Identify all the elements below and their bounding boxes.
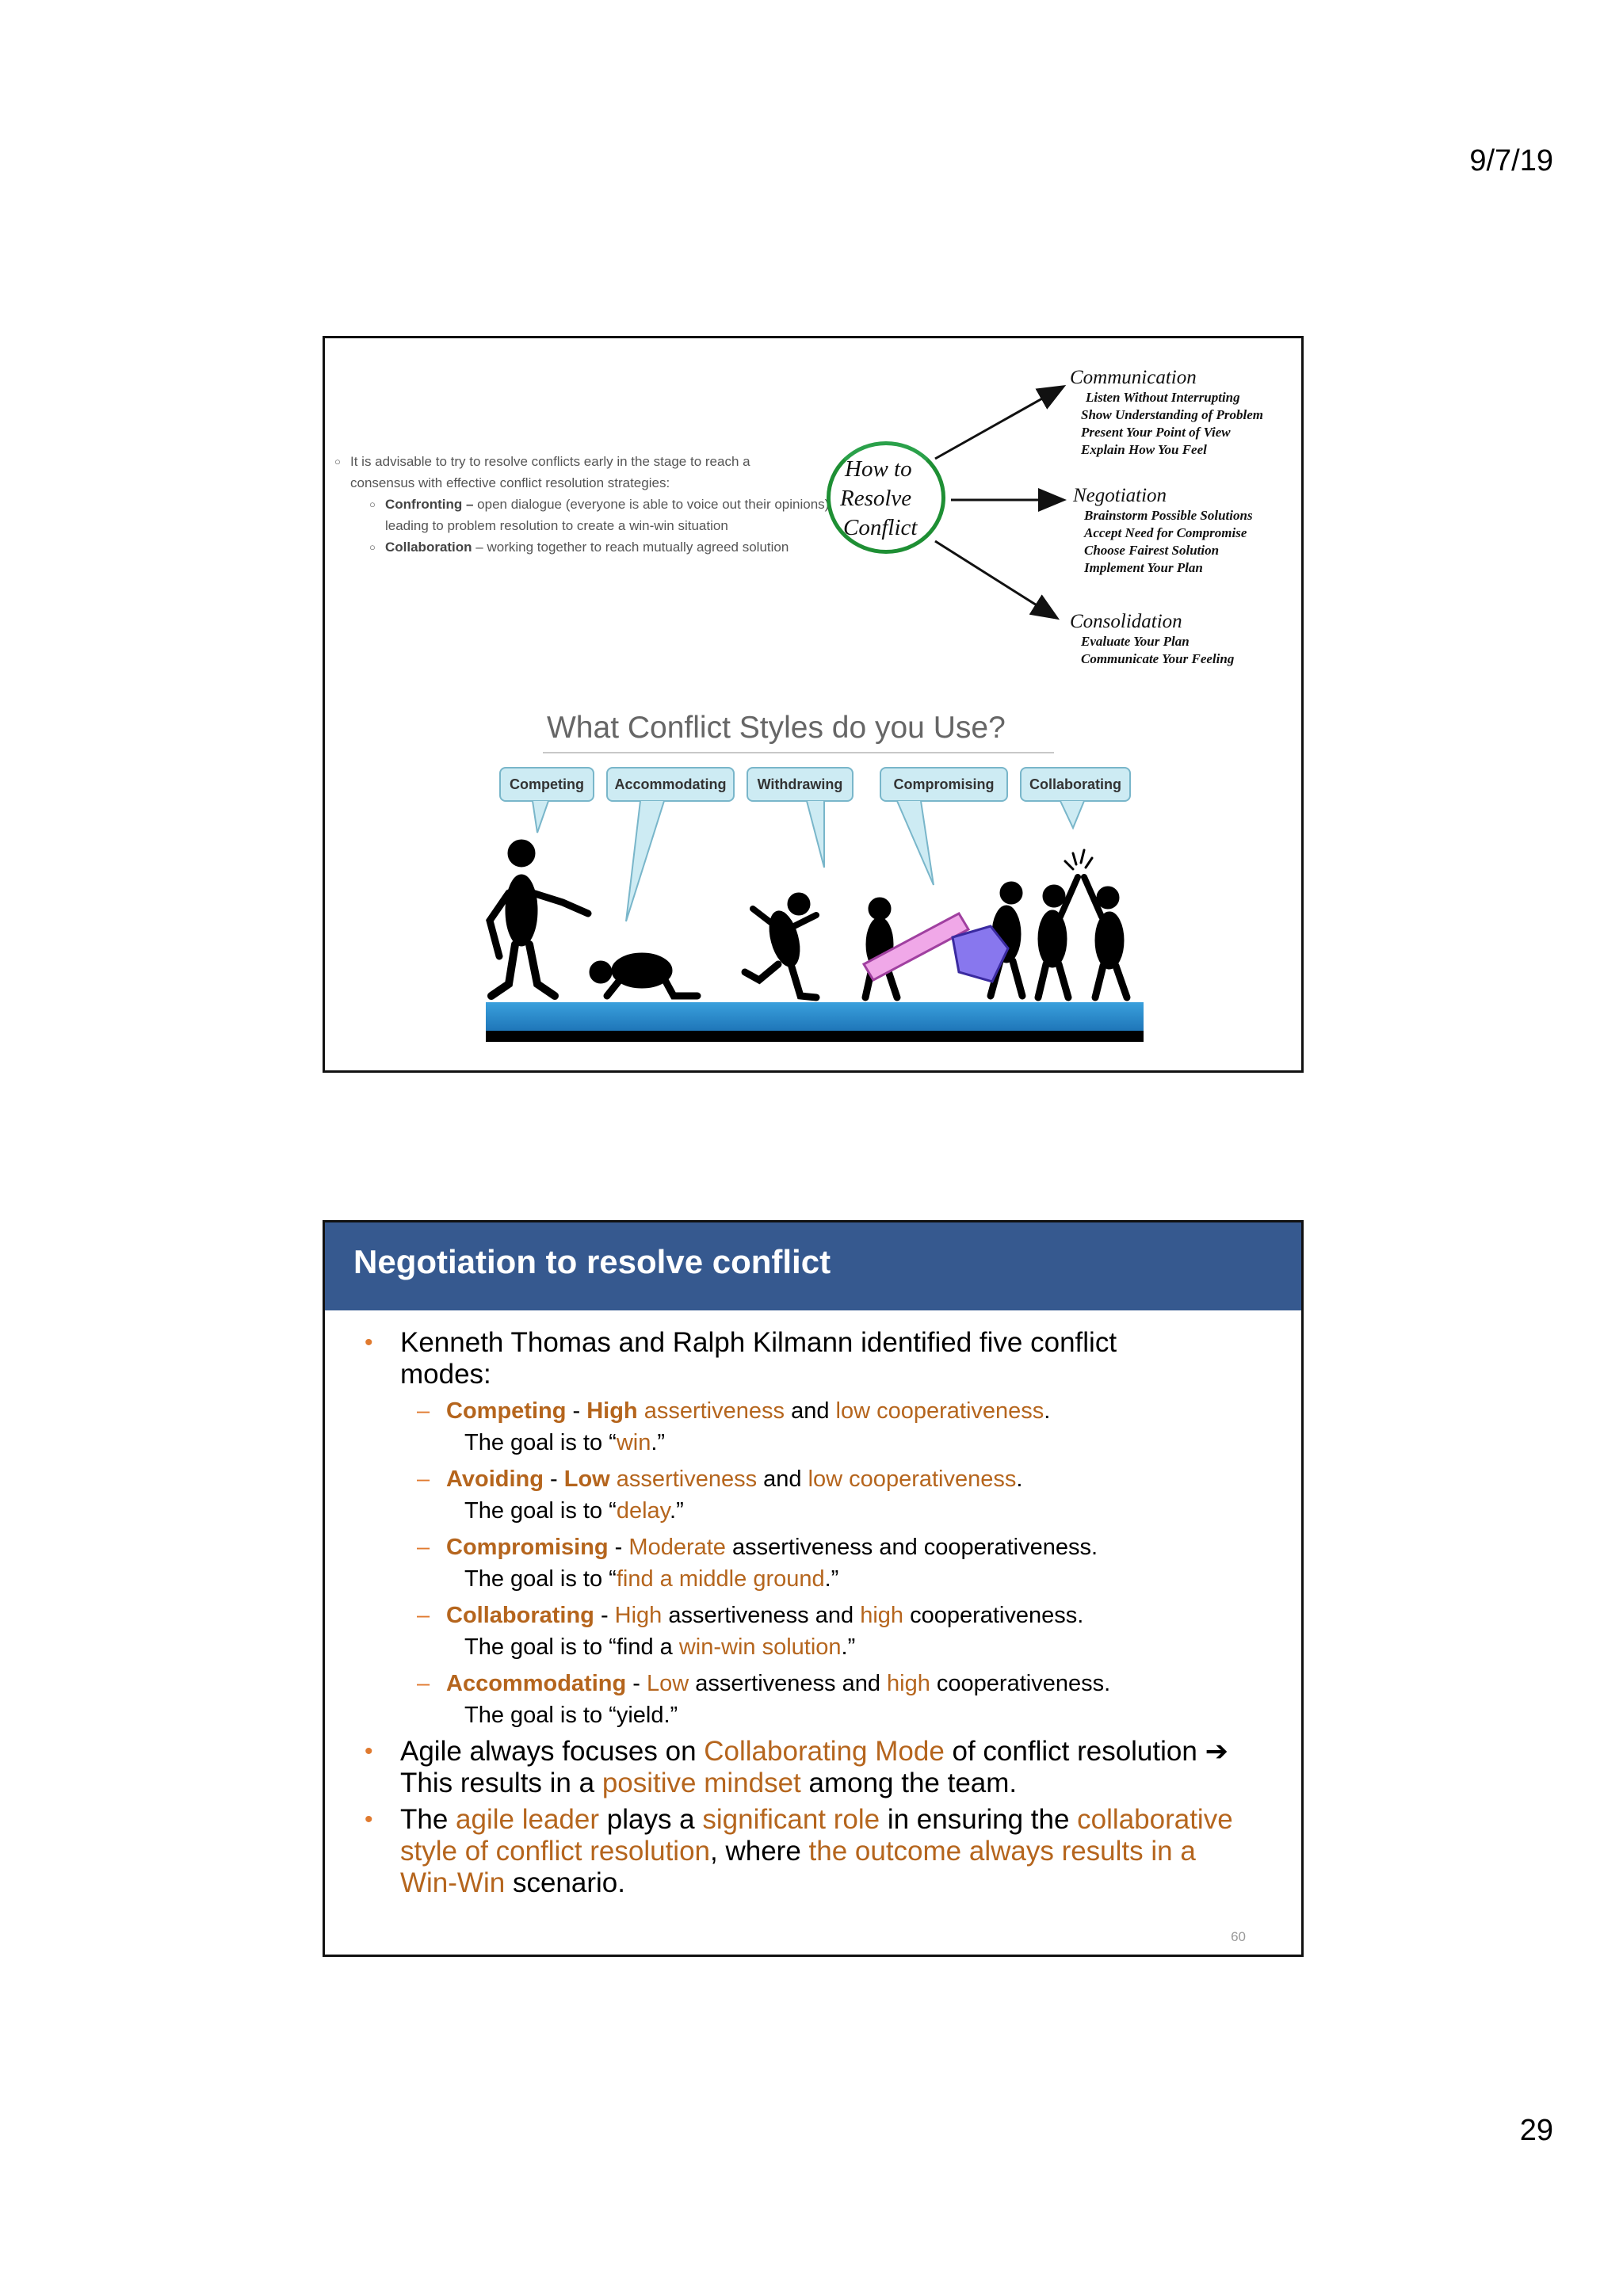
arrow-right-icon: ➔ xyxy=(1205,1736,1228,1768)
branch-item: Brainstorm Possible Solutions xyxy=(1084,508,1253,523)
mode-accommodating: – Accommodating - Low assertiveness and high cooperativeness. xyxy=(365,1668,1252,1699)
branch-item: Evaluate Your Plan xyxy=(1081,634,1190,649)
list-item: ○ It is advisable to try to resolve conflicts early in the stage to reach a consensus with effective conflict resolution strategies: ○ Confronting – open dialogue (everyone is able to voice out their opinions) leading to problem resolution to create a win-win situation ○ Collaboration – working together to reach mutually agreed solution xyxy=(334,451,818,558)
page-date: 9/7/19 xyxy=(1469,144,1553,177)
branch-item: Accept Need for Compromise xyxy=(1084,525,1247,540)
collaborating-figures xyxy=(1038,850,1127,997)
branch-item: Present Your Point of View xyxy=(1081,425,1231,440)
branch-item: Show Understanding of Problem xyxy=(1081,407,1264,422)
competing-figure xyxy=(490,840,588,996)
bullet-agile-focus: • Agile always focuses on Collaborating Mode of conflict resolution ➔ This results in a positive mindset among the team. xyxy=(365,1736,1256,1799)
list-item: ○ Confronting – open dialogue (everyone is able to voice out their opinions) leading to problem resolution to create a win-win situation xyxy=(369,494,833,536)
goal-accommodating: The goal is to “yield.” xyxy=(464,1703,678,1728)
slide-body xyxy=(365,1327,1252,1904)
branch-title: Consolidation xyxy=(1070,611,1182,632)
bubble-competing: Competing xyxy=(499,767,594,802)
accommodating-figure xyxy=(590,953,697,996)
center-label: How to Resolve Conflict xyxy=(840,456,918,540)
goal-competing: The goal is to “win.” xyxy=(464,1430,666,1455)
branch-item: Implement Your Plan xyxy=(1084,560,1203,575)
page-number: 29 xyxy=(1519,2114,1553,2147)
styles-title: What Conflict Styles do you Use? xyxy=(547,711,1006,745)
mode-competing: – Competing - High assertiveness and low cooperativeness. xyxy=(365,1395,1252,1427)
bullet-agile-leader: • The agile leader plays a significant role in ensuring the collaborative style of conflict resolution, where the outcome always results in a Win-Win scenario. xyxy=(365,1804,1240,1899)
ground-base xyxy=(486,1031,1144,1042)
slide-title: Negotiation to resolve conflict xyxy=(353,1243,831,1280)
branch-item: Listen Without Interrupting xyxy=(1086,390,1240,405)
branch-item: Choose Fairest Solution xyxy=(1084,543,1220,558)
mode-collaborating: – Collaborating - High assertiveness and high cooperativeness. xyxy=(365,1600,1252,1631)
list-item: ○ Collaboration – working together to reach mutually agreed solution xyxy=(369,536,818,558)
branch-item: Explain How You Feel xyxy=(1081,442,1207,457)
bubble-collaborating: Collaborating xyxy=(1020,767,1131,802)
conflict-styles-illustration xyxy=(325,338,1301,1070)
withdrawing-figure xyxy=(745,893,816,997)
goal-avoiding: The goal is to “delay.” xyxy=(464,1498,684,1524)
slide-how-to-resolve-conflict xyxy=(323,336,1304,1073)
slide-negotiation xyxy=(323,1220,1304,1957)
compromising-figures xyxy=(864,882,1022,997)
branch-title: Negotiation xyxy=(1073,485,1167,506)
bubble-compromising: Compromising xyxy=(880,767,1008,802)
bullet-five-modes: • Kenneth Thomas and Ralph Kilmann identified five conflict modes: xyxy=(365,1327,1193,1390)
branch-item: Communicate Your Feeling xyxy=(1081,651,1235,666)
bubble-accommodating: Accommodating xyxy=(606,767,735,802)
slide-number: 60 xyxy=(1231,1929,1246,1944)
mode-avoiding: – Avoiding - Low assertiveness and low cooperativeness. xyxy=(365,1463,1252,1495)
goal-collaborating: The goal is to “find a win-win solution.” xyxy=(464,1634,856,1660)
goal-compromising: The goal is to “find a middle ground.” xyxy=(464,1566,839,1592)
branch-title: Communication xyxy=(1070,367,1197,388)
bubble-withdrawing: Withdrawing xyxy=(747,767,854,802)
mode-compromising: – Compromising - Moderate assertiveness and cooperativeness. xyxy=(365,1531,1252,1563)
